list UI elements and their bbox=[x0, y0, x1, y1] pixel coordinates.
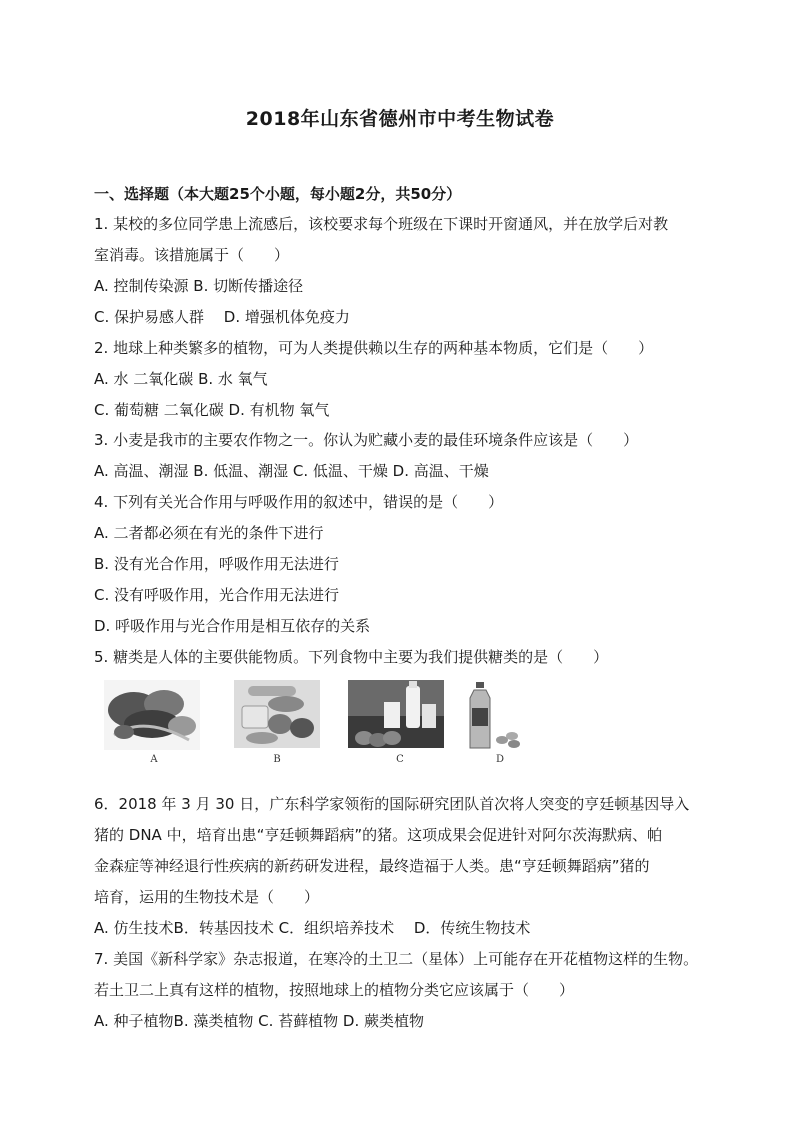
question-3-stem: 3. 小麦是我市的主要农作物之一。你认为贮藏小麦的最佳环境条件应该是（ ） bbox=[94, 431, 639, 449]
image-label-c: C bbox=[396, 754, 404, 765]
question-4-option-a: A. 二者都必须在有光的条件下进行 bbox=[94, 524, 324, 542]
question-2-options-cd: C. 葡萄糖 二氧化碳 D. 有机物 氧气 bbox=[94, 401, 330, 419]
section-heading: 一、选择题（本大题25个小题，每小题2分，共50分） bbox=[94, 185, 462, 203]
question-7-options: A. 种子植物B. 藻类植物 C. 苔藓植物 D. 蕨类植物 bbox=[94, 1012, 424, 1030]
question-6-options: A. 仿生技术B．转基因技术 C．组织培养技术 D．传统生物技术 bbox=[94, 919, 531, 937]
question-4-option-c: C. 没有呼吸作用，光合作用无法进行 bbox=[94, 586, 340, 604]
image-label-b: B bbox=[273, 754, 281, 765]
milk-eggs-image bbox=[348, 680, 444, 748]
question-5-stem: 5. 糖类是人体的主要供能物质。下列食物中主要为我们提供糖类的是（ ） bbox=[94, 648, 609, 666]
question-6-stem-cont-2: 金森症等神经退行性疾病的新药研发进程，最终造福于人类。患“亨廷顿舞蹈病”猪的 bbox=[94, 857, 650, 875]
question-1-stem-cont: 室消毒。该措施属于（ ） bbox=[94, 246, 290, 264]
question-4-stem: 4. 下列有关光合作用与呼吸作用的叙述中，错误的是（ ） bbox=[94, 493, 504, 511]
oil-nuts-image bbox=[468, 680, 524, 750]
question-6-stem-cont-1: 猪的 DNA 中，培育出患“亨廷顿舞蹈病”的猪。这项成果会促进针对阿尔茨海默病、帕 bbox=[94, 826, 663, 844]
question-7-stem: 7. 美国《新科学家》杂志报道，在寒冷的土卫二（星体）上可能存在开花植物这样的生物。 bbox=[94, 950, 699, 968]
question-2-options-ab: A. 水 二氧化碳 B. 水 氧气 bbox=[94, 370, 268, 388]
question-7-stem-cont: 若土卫二上真有这样的植物，按照地球上的植物分类它应该属于（ ） bbox=[94, 981, 575, 999]
question-2-stem: 2. 地球上种类繁多的植物，可为人类提供赖以生存的两种基本物质，它们是（ ） bbox=[94, 339, 654, 357]
image-label-a: A bbox=[150, 754, 158, 765]
question-3-options: A. 高温、潮湿 B. 低温、潮湿 C. 低温、干燥 D. 高温、干燥 bbox=[94, 462, 489, 480]
question-1-options-cd: C. 保护易感人群 D. 增强机体免疫力 bbox=[94, 308, 350, 326]
bread-grains-image bbox=[234, 680, 320, 748]
vegetables-image bbox=[104, 680, 200, 750]
question-1-options-ab: A. 控制传染源 B. 切断传播途径 bbox=[94, 277, 304, 295]
question-6-stem-cont-3: 培育，运用的生物技术是（ ） bbox=[94, 888, 320, 906]
question-1-stem: 1. 某校的多位同学患上流感后，该校要求每个班级在下课时开窗通风，并在放学后对教 bbox=[94, 215, 669, 233]
question-6-stem: 6．2018 年 3 月 30 日，广东科学家领衔的国际研究团队首次将人突变的亨廷顿基因导入 bbox=[94, 795, 690, 813]
question-4-option-b: B. 没有光合作用，呼吸作用无法进行 bbox=[94, 555, 339, 573]
question-5-images bbox=[104, 680, 524, 770]
page-title: 2018年山东省德州市中考生物试卷 bbox=[245, 108, 555, 130]
question-4-option-d: D. 呼吸作用与光合作用是相互依存的关系 bbox=[94, 617, 371, 635]
image-label-d: D bbox=[495, 754, 505, 765]
